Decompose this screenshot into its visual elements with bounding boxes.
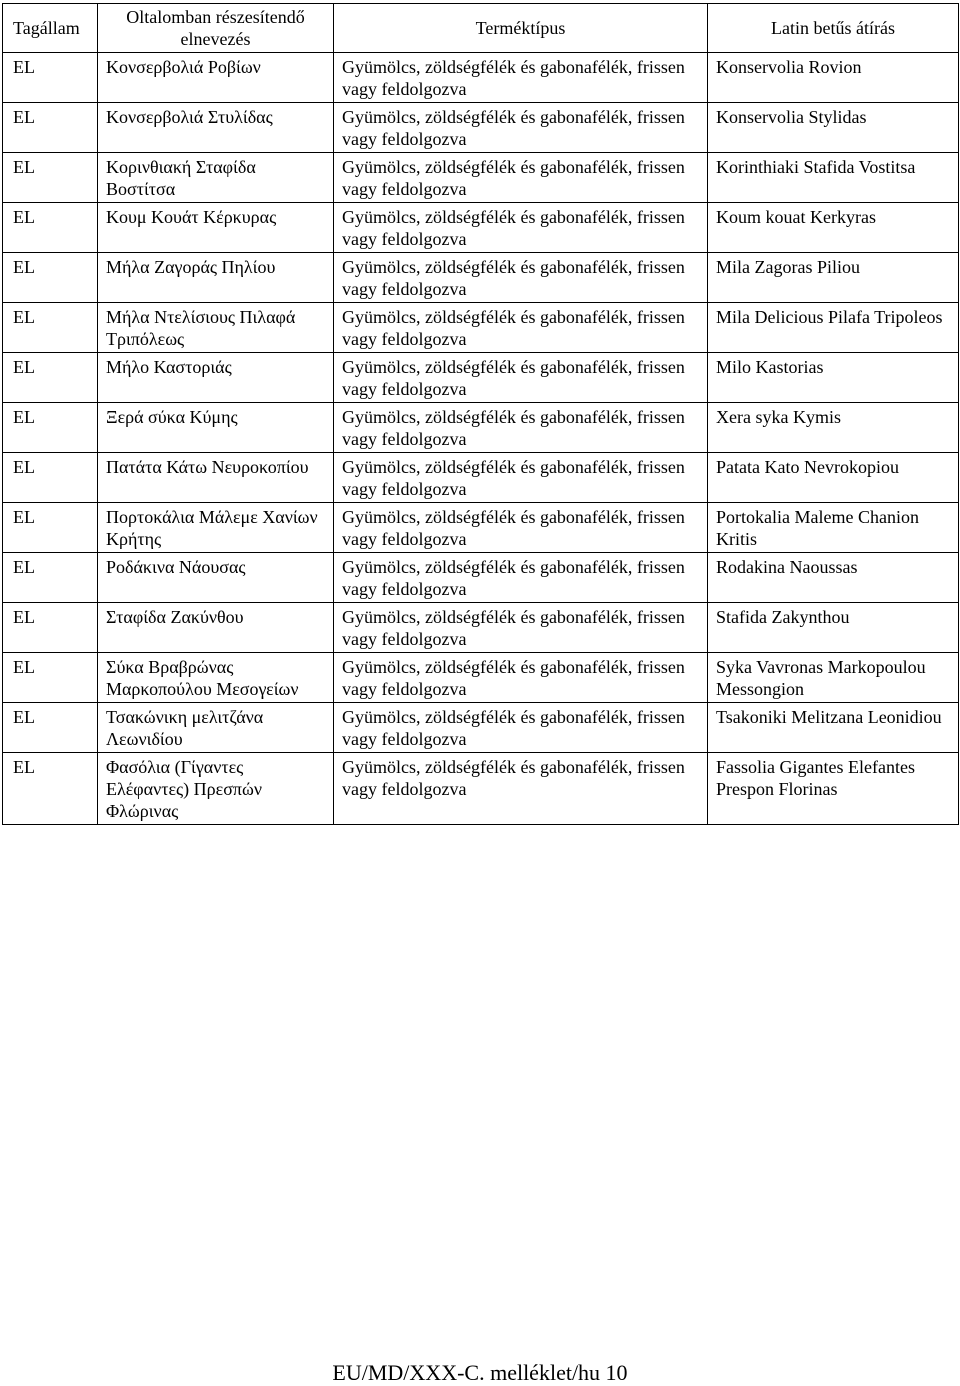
- table-row: [3, 453, 959, 503]
- page-footer: EU/MD/XXX-C. melléklet/hu 10: [332, 1360, 628, 1385]
- cell-name: Φασόλια (Γίγαντες Ελέφαντες) Πρεσπών Φλώρινας: [98, 753, 334, 825]
- table-row: [3, 753, 959, 825]
- cell-product-type: Gyümölcs, zöldségfélék és gabonafélék, frissen vagy feldolgozva: [334, 453, 708, 503]
- cell-country: EL: [3, 203, 98, 253]
- header-product-type: Terméktípus: [334, 4, 708, 53]
- cell-name: Ξερά σύκα Κύμης: [98, 403, 334, 453]
- cell-product-type: Gyümölcs, zöldségfélék és gabonafélék, frissen vagy feldolgozva: [334, 203, 708, 253]
- cell-name: Πατάτα Κάτω Νευροκοπίου: [98, 453, 334, 503]
- cell-country: EL: [3, 403, 98, 453]
- cell-latin: Xera syka Kymis: [708, 403, 959, 453]
- cell-product-type: Gyümölcs, zöldségfélék és gabonafélék, frissen vagy feldolgozva: [334, 103, 708, 153]
- table-row: [3, 603, 959, 653]
- cell-product-type: Gyümölcs, zöldségfélék és gabonafélék, frissen vagy feldolgozva: [334, 753, 708, 825]
- cell-country: EL: [3, 353, 98, 403]
- cell-name: Τσακώνικη μελιτζάνα Λεωνιδίου: [98, 703, 334, 753]
- cell-product-type: Gyümölcs, zöldségfélék és gabonafélék, frissen vagy feldolgozva: [334, 303, 708, 353]
- cell-country: EL: [3, 753, 98, 825]
- header-country: Tagállam: [3, 4, 98, 53]
- table-body: [3, 53, 959, 825]
- cell-latin: Konservolia Rovion: [708, 53, 959, 103]
- cell-latin: Koum kouat Kerkyras: [708, 203, 959, 253]
- cell-name: Πορτοκάλια Μάλεμε Χανίων Κρήτης: [98, 503, 334, 553]
- cell-product-type: Gyümölcs, zöldségfélék és gabonafélék, frissen vagy feldolgozva: [334, 603, 708, 653]
- cell-country: EL: [3, 603, 98, 653]
- cell-name: Κορινθιακή Σταφίδα Βοστίτσα: [98, 153, 334, 203]
- cell-name: Σύκα Βραβρώνας Μαρκοπούλου Μεσογείων: [98, 653, 334, 703]
- cell-product-type: Gyümölcs, zöldségfélék és gabonafélék, frissen vagy feldolgozva: [334, 253, 708, 303]
- table-row: [3, 253, 959, 303]
- cell-product-type: Gyümölcs, zöldségfélék és gabonafélék, frissen vagy feldolgozva: [334, 553, 708, 603]
- cell-name: Ροδάκινα Νάουσας: [98, 553, 334, 603]
- cell-latin: Milo Kastorias: [708, 353, 959, 403]
- cell-country: EL: [3, 53, 98, 103]
- cell-name: Κονσερβολιά Ροβίων: [98, 53, 334, 103]
- cell-country: EL: [3, 253, 98, 303]
- cell-country: EL: [3, 103, 98, 153]
- cell-country: EL: [3, 503, 98, 553]
- cell-country: EL: [3, 153, 98, 203]
- cell-latin: Syka Vavronas Markopoulou Messongion: [708, 653, 959, 703]
- cell-latin: Rodakina Naoussas: [708, 553, 959, 603]
- cell-country: EL: [3, 303, 98, 353]
- cell-product-type: Gyümölcs, zöldségfélék és gabonafélék, frissen vagy feldolgozva: [334, 153, 708, 203]
- table-row: [3, 653, 959, 703]
- cell-product-type: Gyümölcs, zöldségfélék és gabonafélék, frissen vagy feldolgozva: [334, 653, 708, 703]
- table-row: [3, 303, 959, 353]
- table-row: [3, 353, 959, 403]
- cell-name: Κονσερβολιά Στυλίδας: [98, 103, 334, 153]
- cell-product-type: Gyümölcs, zöldségfélék és gabonafélék, frissen vagy feldolgozva: [334, 703, 708, 753]
- designation-table: [2, 3, 959, 825]
- cell-name: Μήλα Ντελίσιους Πιλαφά Τριπόλεως: [98, 303, 334, 353]
- cell-latin: Fassolia Gigantes Elefantes Prespon Florinas: [708, 753, 959, 825]
- table-row: [3, 703, 959, 753]
- cell-latin: Konservolia Stylidas: [708, 103, 959, 153]
- table-header-row: [3, 4, 959, 53]
- cell-latin: Stafida Zakynthou: [708, 603, 959, 653]
- table-row: [3, 403, 959, 453]
- table-row: [3, 153, 959, 203]
- cell-latin: Mila Delicious Pilafa Tripoleos: [708, 303, 959, 353]
- cell-country: EL: [3, 703, 98, 753]
- cell-country: EL: [3, 453, 98, 503]
- table-row: [3, 203, 959, 253]
- cell-name: Σταφίδα Ζακύνθου: [98, 603, 334, 653]
- cell-name: Κουμ Κουάτ Κέρκυρας: [98, 203, 334, 253]
- cell-country: EL: [3, 553, 98, 603]
- cell-country: EL: [3, 653, 98, 703]
- cell-latin: Korinthiaki Stafida Vostitsa: [708, 153, 959, 203]
- cell-name: Μήλο Καστοριάς: [98, 353, 334, 403]
- cell-product-type: Gyümölcs, zöldségfélék és gabonafélék, frissen vagy feldolgozva: [334, 353, 708, 403]
- cell-latin: Tsakoniki Melitzana Leonidiou: [708, 703, 959, 753]
- table-row: [3, 553, 959, 603]
- cell-product-type: Gyümölcs, zöldségfélék és gabonafélék, frissen vagy feldolgozva: [334, 503, 708, 553]
- table-row: [3, 103, 959, 153]
- table-row: [3, 503, 959, 553]
- cell-latin: Portokalia Maleme Chanion Kritis: [708, 503, 959, 553]
- header-latin-transcription: Latin betűs átírás: [708, 4, 959, 53]
- cell-name: Μήλα Ζαγοράς Πηλίου: [98, 253, 334, 303]
- cell-product-type: Gyümölcs, zöldségfélék és gabonafélék, frissen vagy feldolgozva: [334, 403, 708, 453]
- table-row: [3, 53, 959, 103]
- cell-latin: Mila Zagoras Piliou: [708, 253, 959, 303]
- header-name: Oltalomban részesítendő elnevezés: [98, 4, 334, 53]
- cell-latin: Patata Kato Nevrokopiou: [708, 453, 959, 503]
- cell-product-type: Gyümölcs, zöldségfélék és gabonafélék, frissen vagy feldolgozva: [334, 53, 708, 103]
